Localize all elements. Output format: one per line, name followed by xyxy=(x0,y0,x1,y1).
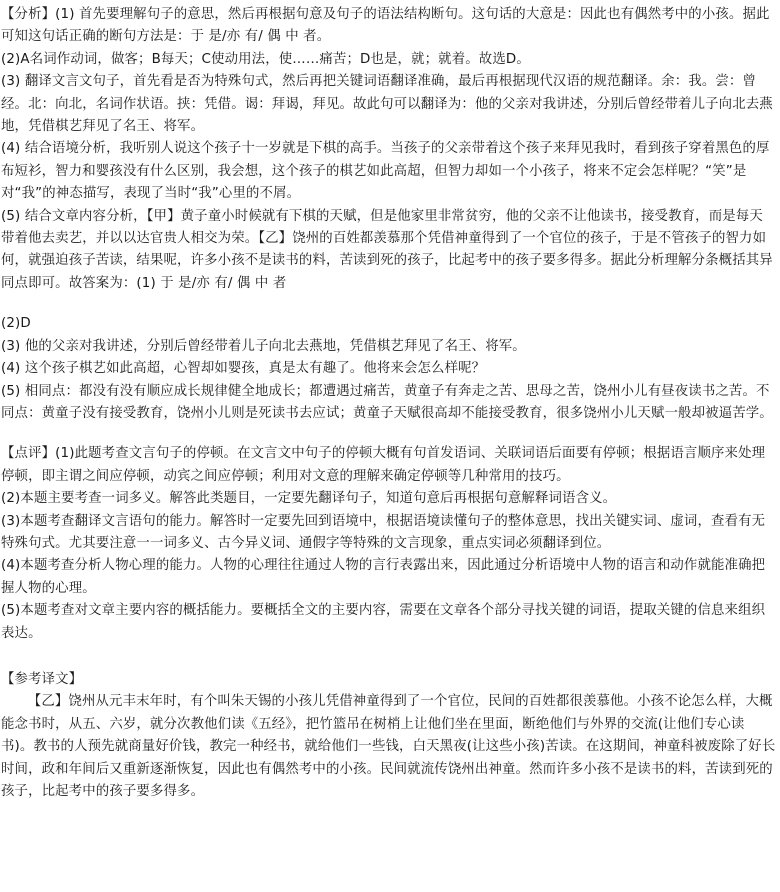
comment-paragraph-4: (4)本题考查分析人物心理的能力。人物的心理往往通过人物的言行表露出来，因此通过分析语境中人物的语言和动作就能准确把握人物的心理。 xyxy=(1,558,766,596)
comment-section xyxy=(1,443,776,645)
analysis-paragraph-5: (5) 结合文章内容分析，【甲】黄子童小时候就有下棋的天赋，但是他家里非常贫穷，他的父亲不让他读书，接受教育，而是每天带着他去卖艺，并以以达官贵人相交为荣。【乙】饶州的百姓都羡慕那个凭借神童得到了一个官位的孩子，于是不管孩子的智力如何，就强迫孩子苦读，结果呢，许多小孩不是读书的料，苦读到死的孩子，比起考中的孩子要多得多。据此分析理解分条概括其异同点即可。故答案为：(1) 于 是/亦 有/ 偶 中 者 xyxy=(1,208,773,291)
comment-paragraph-2: (2)本题主要考查一词多义。解答此类题目，一定要先翻译句子，知道句意后再根据句意解释词语含义。 xyxy=(1,491,617,507)
answer-2: (2)D xyxy=(1,316,31,332)
analysis-section xyxy=(1,4,776,295)
translation-body: 【乙】饶州从元丰末年时，有个叫朱天锡的小孩儿凭借神童得到了一个官位，民间的百姓都很羡慕他。小孩不论怎么样，大概能念书时，从五、六岁，就分次教他们读《五经》，把竹篮吊在树梢上让他们坐在里面，断绝他们与外界的交流(让他们专心读书)。教书的人预先就商量好价钱，教完一种经书，就给他们一些钱，白天黑夜(让这些小孩)苦读。在这期间，神童科被废除了好长时间，政和年间后又重新逐渐恢复，因此也有偶然考中的小孩。民间就流传饶州出神童。然而许多小孩不是读书的料，苦读到死的孩子，比起考中的孩子要多得多。 xyxy=(1,694,776,799)
analysis-paragraph-3: (3) 翻译文言文句子，首先看是否为特殊句式，然后再把关键词语翻译准确，最后再根据现代汉语的规范翻译。余：我。尝：曾经。北：向北，名词作状语。挟：凭借。谒：拜谒，拜见。故此句可以翻译为：他的父亲对我讲述，分别后曾经带着儿子向北去燕地，凭借棋艺拜见了名王、将军。 xyxy=(1,74,773,135)
comment-paragraph-3: (3)本题考查翻译文言语句的能力。解答时一定要先回到语境中，根据语境读懂句子的整体意思，找出关键实词、虚词，查看有无特殊句式。尤其要注意一一词多义、古今异义词、通假字等特殊的文言现象，重点实词必须翻译到位。 xyxy=(1,513,766,551)
translation-heading: 【参考译文】 xyxy=(1,671,83,687)
answers-section xyxy=(1,313,776,425)
analysis-paragraph-2: (2)A名词作动词，做客；B每天；C使动用法，使……痛苦；D也是，就；就着。故选D。 xyxy=(1,51,530,67)
answer-5: (5) 相同点：都没有没有顺应成长规律健全地成长；都遭遇过痛苦，黄童子有奔走之苦、思母之苦，饶州小儿有昼夜读书之苦。不同点：黄童子没有接受教育，饶州小儿则是死读书去应试；黄童子天赋很高却不能接受教育，很多饶州小儿天赋一般却被逼苦学。 xyxy=(1,383,773,421)
comment-paragraph-1: 【点评】(1)此题考查文言句子的停顿。在文言文中句子的停顿大概有句首发语词、关联词语后面要有停顿；根据语言顺序来处理停顿，即主谓之间应停顿，动宾之间应停顿；利用对文意的理解来确定停顿等几种常用的技巧。 xyxy=(1,446,766,484)
translation-section xyxy=(1,669,776,803)
spacer xyxy=(1,645,776,669)
analysis-paragraph-1: 【分析】(1) 首先要理解句子的意思，然后再根据句意及句子的语法结构断句。这句话的大意是：因此也有偶然考中的小孩。据此可知这句话正确的断句方法是：于 是/亦 有/ 偶 中 者。 xyxy=(1,7,770,45)
comment-paragraph-5: (5)本题考查对文章主要内容的概括能力。要概括全文的主要内容，需要在文章各个部分寻找关键的词语，提取关键的信息来组织表达。 xyxy=(1,603,766,641)
answer-3: (3) 他的父亲对我讲述，分别后曾经带着儿子向北去燕地，凭借棋艺拜见了名王、将军。 xyxy=(1,338,526,354)
spacer xyxy=(1,425,776,443)
spacer xyxy=(1,295,776,313)
answer-4: (4) 这个孩子棋艺如此高超，心智却如婴孩，真是太有趣了。他将来会怎么样呢？ xyxy=(1,361,486,377)
analysis-paragraph-4: (4) 结合语境分析，我听别人说这个孩子十一岁就是下棋的高手。当孩子的父亲带着这个孩子来拜见我时，看到孩子穿着黑色的厚布短衫，智力和婴孩没有什么区别，我会想，这个孩子的棋艺如此高超，但智力却如一个小孩子，将来不定会怎样呢？“笑”是对“我”的神态描写，表现了当时“我”心里的不屑。 xyxy=(1,141,770,202)
